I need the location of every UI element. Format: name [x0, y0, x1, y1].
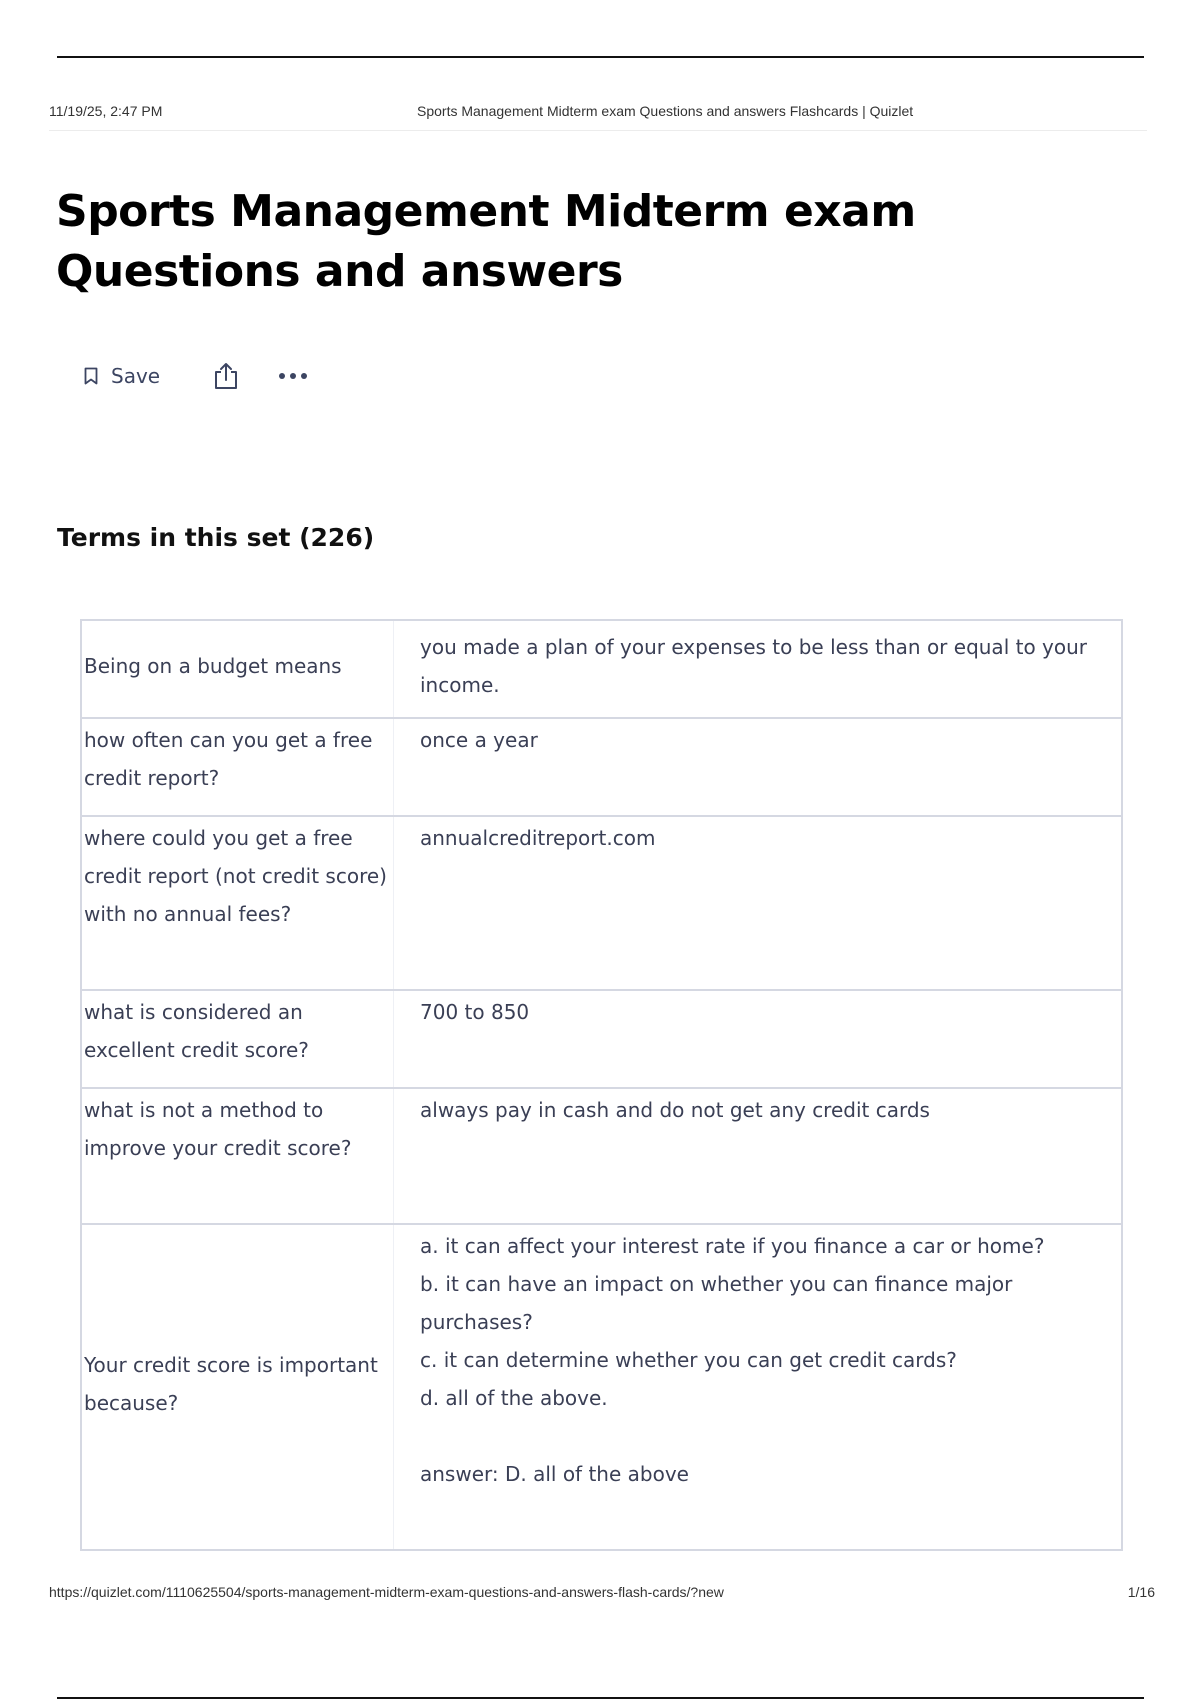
term-text: Being on a budget means [82, 621, 394, 717]
term-row [80, 1087, 1123, 1225]
bottom-rule [57, 1697, 1144, 1699]
page-number: 1/16 [1127, 1584, 1155, 1600]
term-text: Your credit score is important because? [82, 1225, 394, 1549]
save-label: Save [111, 364, 161, 388]
term-row [80, 717, 1123, 817]
header-divider [49, 130, 1147, 131]
bookmark-icon [84, 367, 98, 385]
top-rule [57, 56, 1144, 58]
more-options-button[interactable] [278, 372, 308, 380]
term-text: how often can you get a free credit report? [82, 719, 394, 815]
more-dots-icon [278, 372, 308, 380]
term-row [80, 619, 1123, 719]
action-bar [84, 362, 308, 390]
save-button[interactable] [84, 364, 160, 388]
page-title: Sports Management Midterm exam Questions and answers [56, 186, 916, 297]
term-text: where could you get a free credit report (not credit score) with no annual fees? [82, 817, 394, 989]
term-row [80, 1223, 1123, 1551]
share-icon [213, 362, 239, 390]
definition-text: 700 to 850 [420, 1000, 530, 1024]
share-button[interactable] [213, 362, 239, 390]
term-row [80, 989, 1123, 1089]
definition-text: always pay in cash and do not get any credit cards [420, 1098, 930, 1122]
term-row [80, 815, 1123, 991]
definition-text: you made a plan of your expenses to be less than or equal to your income. [420, 634, 1088, 697]
terms-list [80, 621, 1123, 1551]
definition-text: once a year [420, 728, 538, 752]
term-text: what is considered an excellent credit score? [82, 991, 394, 1087]
print-page-title: Sports Management Midterm exam Questions and answers Flashcards | Quizlet [417, 103, 914, 119]
print-datetime: 11/19/25, 2:47 PM [49, 103, 163, 119]
print-url: https://quizlet.com/1110625504/sports-management-midterm-exam-questions-and-answers-flash-cards/?new [49, 1584, 724, 1600]
definition-text: a. it can affect your interest rate if you finance a car or home? b. it can have an impact on whether you can finance major purchases? c. it can determine whether you can get credit cards? d. all of the above. answer: D. all of the above [420, 1234, 1045, 1486]
term-text: what is not a method to improve your credit score? [82, 1089, 394, 1223]
terms-heading: Terms in this set (226) [57, 523, 375, 552]
definition-text: annualcreditreport.com [420, 826, 656, 850]
